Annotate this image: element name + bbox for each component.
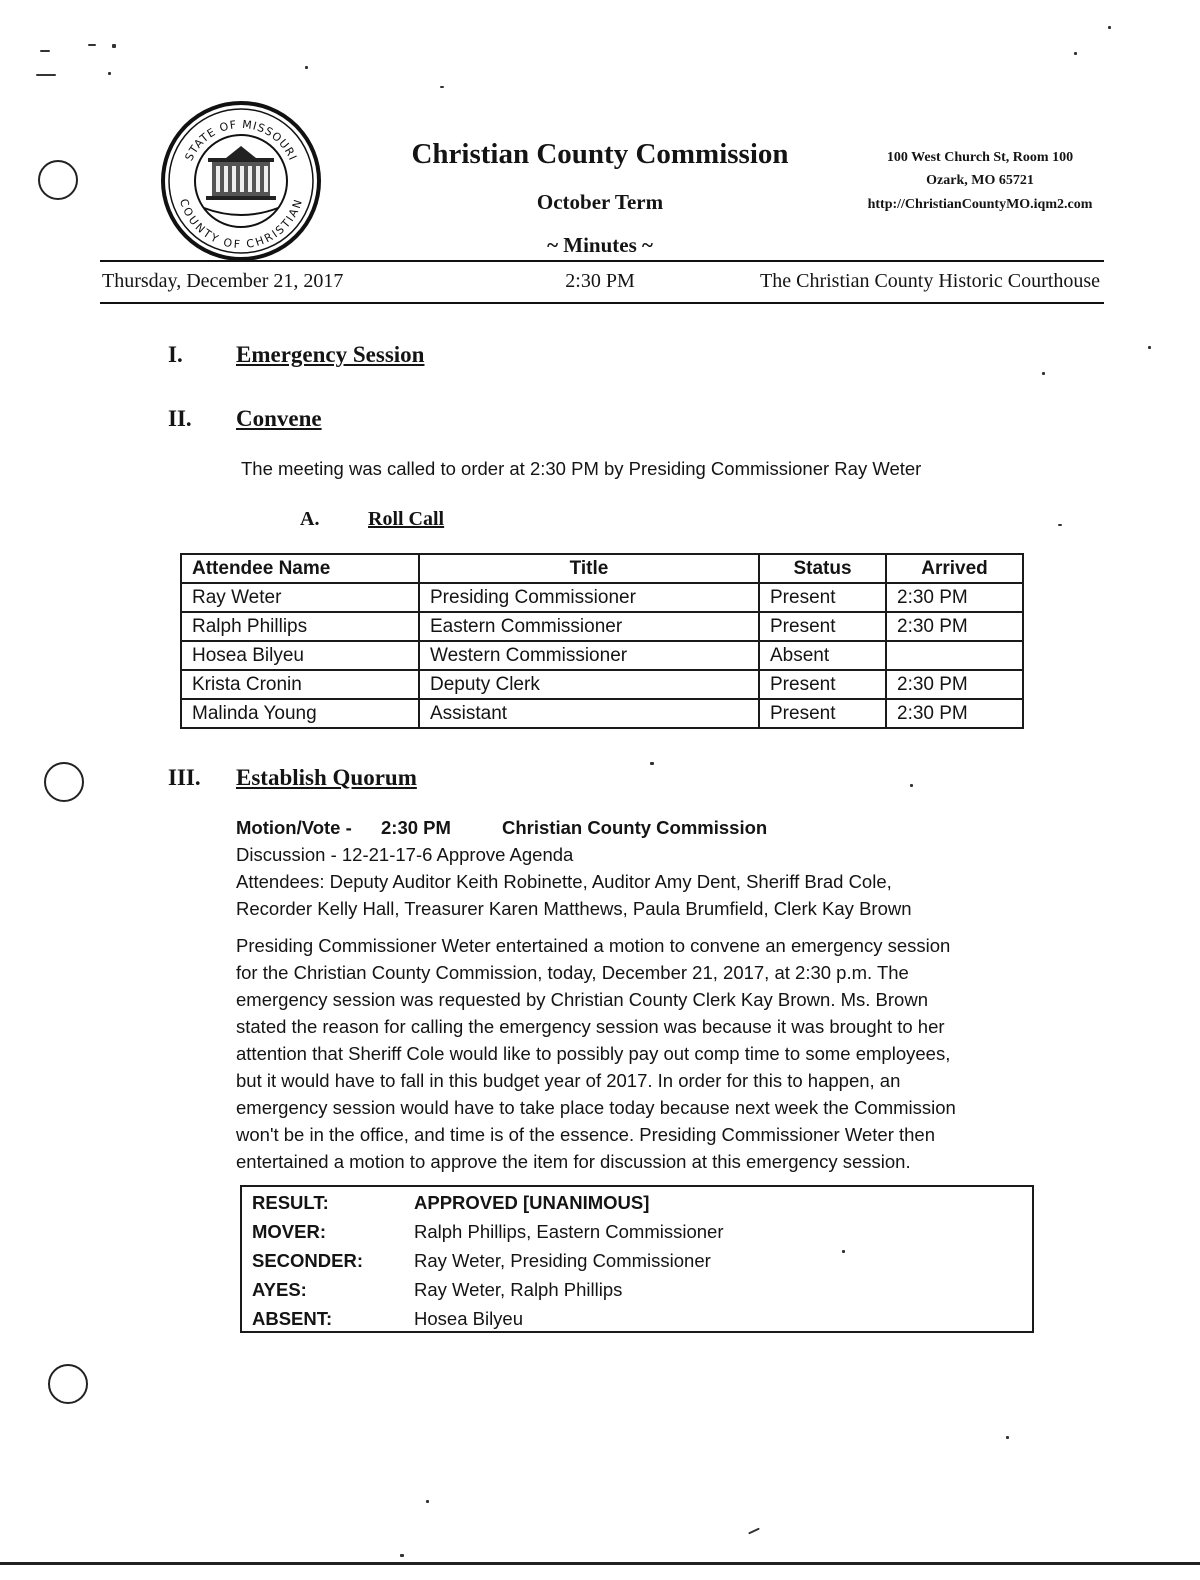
- punch-hole-top: [38, 160, 78, 200]
- attendee-name: Malinda Young: [181, 699, 419, 728]
- motion-label: Motion/Vote -: [236, 817, 352, 838]
- scan-speck: [440, 86, 444, 88]
- paragraph-line: emergency session would have to take place today because next week the Commission: [236, 1097, 956, 1118]
- subsection-title-roll-call: Roll Call: [368, 508, 445, 530]
- discussion-line: Discussion - 12-21-17-6 Approve Agenda: [236, 844, 574, 865]
- vote-label: AYES:: [252, 1279, 307, 1300]
- vote-label: ABSENT:: [252, 1308, 333, 1329]
- attendee-arrived: 2:30 PM: [886, 612, 1023, 641]
- attendee-title: Western Commissioner: [419, 641, 759, 670]
- attendee-status: Present: [759, 670, 886, 699]
- scan-speck: [1074, 52, 1077, 55]
- column-header-status: Status: [759, 554, 886, 583]
- attendee-arrived: 2:30 PM: [886, 583, 1023, 612]
- attendee-title: Eastern Commissioner: [419, 612, 759, 641]
- scan-speck: [40, 50, 50, 52]
- section-number-1: I.: [168, 342, 183, 367]
- attendee-status: Present: [759, 612, 886, 641]
- attendees-line-1: Attendees: Deputy Auditor Keith Robinette, Auditor Amy Dent, Sheriff Brad Cole,: [236, 871, 892, 892]
- attendee-name: Ralph Phillips: [181, 612, 419, 641]
- column-header-attendee-name: Attendee Name: [181, 554, 419, 583]
- roll-call-table: [180, 553, 1024, 729]
- section-number-3: III.: [168, 765, 201, 790]
- scan-speck: [108, 72, 111, 75]
- website-link[interactable]: http://ChristianCountyMO.iqm2.com: [867, 197, 1093, 212]
- scan-speck: [1058, 524, 1062, 526]
- section-title-emergency-session: Emergency Session: [236, 342, 425, 367]
- scan-speck: [1108, 26, 1111, 29]
- vote-value: Ray Weter, Presiding Commissioner: [414, 1250, 711, 1271]
- document-type: ~ Minutes ~: [547, 233, 653, 257]
- table-row: [181, 583, 1023, 612]
- column-header-arrived: Arrived: [886, 554, 1023, 583]
- scan-speck: [36, 74, 56, 76]
- county-seal: [160, 100, 322, 262]
- attendee-title: Assistant: [419, 699, 759, 728]
- meeting-date: Thursday, December 21, 2017: [102, 270, 344, 292]
- vote-result-box: [240, 1185, 1034, 1333]
- attendee-name: Hosea Bilyeu: [181, 641, 419, 670]
- scan-speck: [305, 66, 308, 69]
- vote-value: Ray Weter, Ralph Phillips: [414, 1279, 623, 1300]
- attendee-status: Present: [759, 583, 886, 612]
- attendee-arrived: 2:30 PM: [886, 699, 1023, 728]
- table-row: [181, 612, 1023, 641]
- vote-label: SECONDER:: [252, 1250, 364, 1271]
- vote-label: RESULT:: [252, 1192, 329, 1213]
- attendee-name: Krista Cronin: [181, 670, 419, 699]
- scan-speck: [1148, 346, 1151, 349]
- meeting-location: The Christian County Historic Courthouse: [760, 270, 1100, 292]
- attendee-status: Present: [759, 699, 886, 728]
- scan-speck: [748, 1528, 760, 1535]
- paragraph-line: for the Christian County Commission, today, December 21, 2017, at 2:30 p.m. The: [236, 962, 909, 983]
- header-rule-top: [100, 260, 1104, 262]
- paragraph-line: emergency session was requested by Christian County Clerk Kay Brown. Ms. Brown: [236, 989, 928, 1010]
- vote-label: MOVER:: [252, 1221, 326, 1242]
- organization-title: Christian County Commission: [411, 138, 789, 170]
- punch-hole-bottom: [48, 1364, 88, 1404]
- section-number-2: II.: [168, 406, 192, 431]
- paragraph-line: but it would have to fall in this budget year of 2017. In order for this to happen, an: [236, 1070, 901, 1091]
- attendee-title: Presiding Commissioner: [419, 583, 759, 612]
- page-bottom-edge: [0, 1562, 1200, 1565]
- term-label: October Term: [536, 190, 664, 214]
- county-seal-icon: [160, 100, 322, 262]
- table-row: [181, 641, 1023, 670]
- table-header-row: [181, 554, 1023, 583]
- vote-value: Hosea Bilyeu: [414, 1308, 524, 1329]
- scan-speck: [1042, 372, 1045, 375]
- scan-speck: [650, 762, 654, 765]
- address-line-2: Ozark, MO 65721: [926, 173, 1034, 188]
- vote-value: Ralph Phillips, Eastern Commissioner: [414, 1221, 724, 1242]
- table-row: [181, 699, 1023, 728]
- subsection-letter-a: A.: [300, 508, 320, 530]
- attendee-status: Absent: [759, 641, 886, 670]
- address-line-1: 100 West Church St, Room 100: [886, 150, 1074, 165]
- attendee-arrived: [886, 641, 1023, 670]
- motion-paragraph: [236, 932, 956, 1175]
- section-title-convene: Convene: [236, 406, 322, 431]
- paragraph-line: won't be in the office, and time is of the essence. Presiding Commissioner Weter then: [236, 1124, 936, 1145]
- motion-body: Christian County Commission: [502, 817, 768, 838]
- section-title-establish-quorum: Establish Quorum: [236, 765, 417, 790]
- paragraph-line: stated the reason for calling the emergency session was because it was brought to her: [236, 1016, 945, 1037]
- table-row: [181, 670, 1023, 699]
- svg-text:COUNTY OF CHRISTIAN: COUNTY OF CHRISTIAN: [176, 197, 306, 252]
- scan-speck: [88, 44, 96, 46]
- attendee-name: Ray Weter: [181, 583, 419, 612]
- column-header-title: Title: [419, 554, 759, 583]
- paragraph-line: Presiding Commissioner Weter entertained a motion to convene an emergency session: [236, 935, 951, 956]
- attendees-line-2: Recorder Kelly Hall, Treasurer Karen Matthews, Paula Brumfield, Clerk Kay Brown: [236, 898, 912, 919]
- motion-time: 2:30 PM: [381, 817, 451, 838]
- scan-speck: [1006, 1436, 1009, 1439]
- meeting-time: 2:30 PM: [565, 270, 635, 292]
- convene-text: The meeting was called to order at 2:30 PM by Presiding Commissioner Ray Weter: [241, 458, 922, 479]
- scan-speck: [400, 1554, 404, 1557]
- punch-hole-middle: [44, 762, 84, 802]
- header-rule-bottom: [100, 302, 1104, 304]
- attendee-arrived: 2:30 PM: [886, 670, 1023, 699]
- scan-speck: [910, 784, 913, 787]
- scan-speck: [426, 1500, 429, 1503]
- vote-value: APPROVED [UNANIMOUS]: [414, 1192, 650, 1213]
- attendee-title: Deputy Clerk: [419, 670, 759, 699]
- paragraph-line: entertained a motion to approve the item for discussion at this emergency session.: [236, 1151, 911, 1172]
- paragraph-line: attention that Sheriff Cole would like to possibly pay out comp time to some employees,: [236, 1043, 951, 1064]
- svg-text:STATE OF MISSOURI: STATE OF MISSOURI: [182, 117, 300, 163]
- scan-speck: [112, 44, 116, 48]
